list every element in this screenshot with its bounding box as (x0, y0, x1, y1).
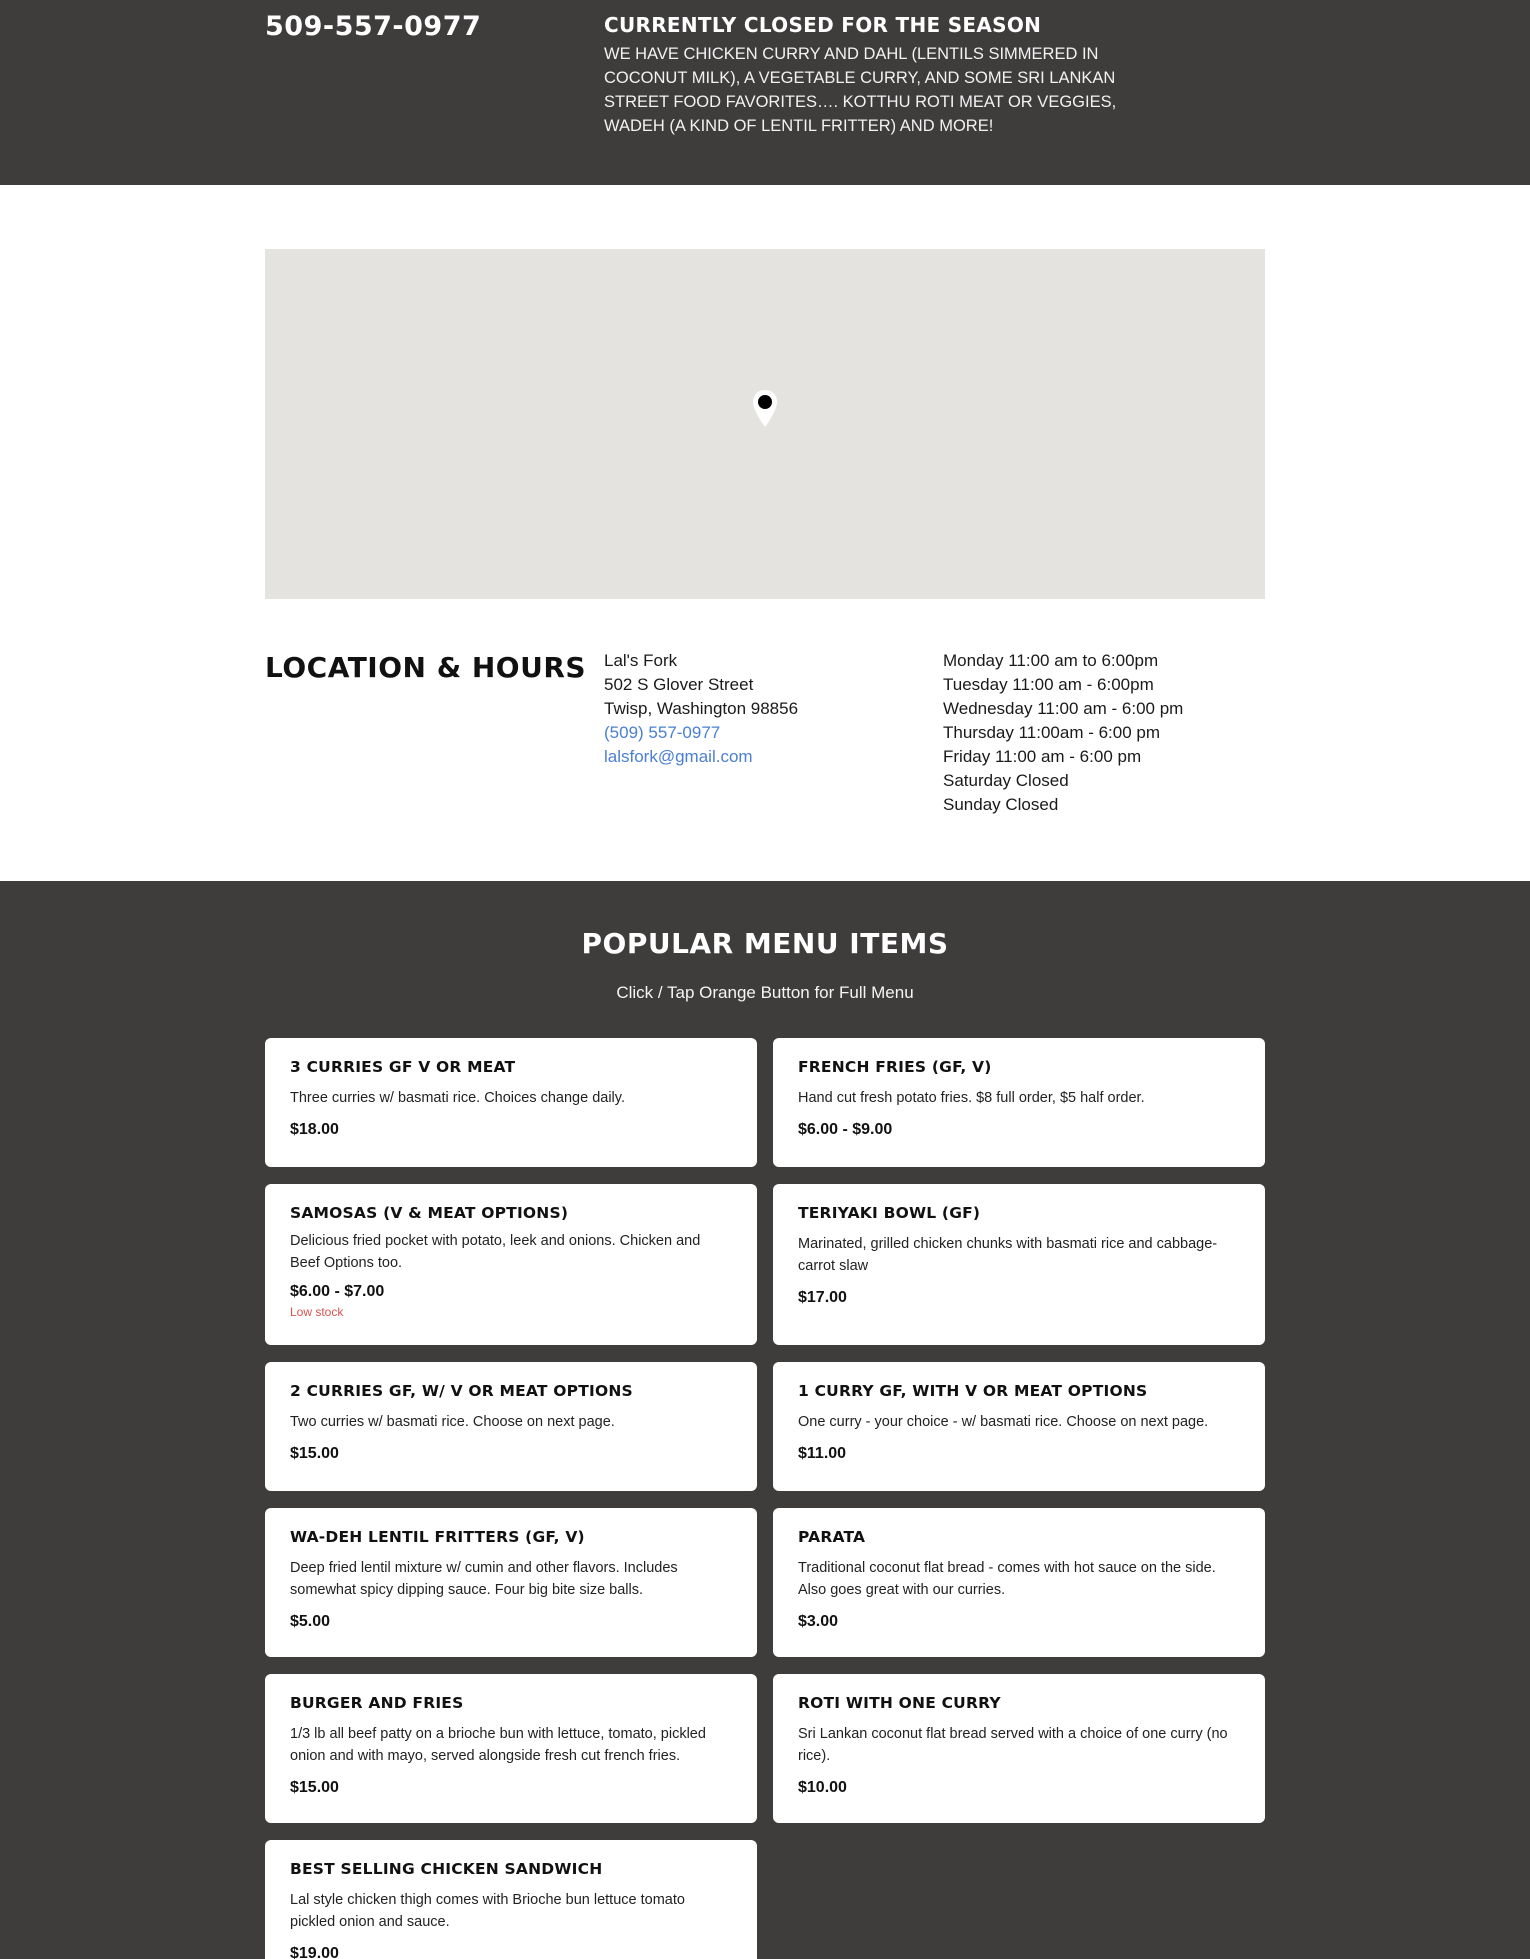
menu-item-description: Delicious fried pocket with potato, leek and onions. Chicken and Beef Options too. (290, 1233, 701, 1271)
menu-item-card[interactable] (265, 1674, 757, 1823)
menu-item-price: $3.00 (798, 1613, 839, 1630)
menu-item-card[interactable] (773, 1674, 1265, 1823)
street-address: 502 S Glover Street (604, 675, 754, 694)
closed-description: WE HAVE CHICKEN CURRY AND DAHL (LENTILS SIMMERED IN COCONUT MILK), A VEGETABLE CURRY, AND SOME SRI LANKAN STREET FOOD FAVORITES…. KOTTHU ROTI MEAT OR VEGGIES, WADEH (A KIND OF LENTIL FRITTER) AND MORE! (604, 45, 1117, 135)
map-pin-icon[interactable] (751, 389, 779, 429)
hours-sunday: Sunday Closed (943, 795, 1059, 814)
menu-item-price: $15.00 (290, 1779, 339, 1796)
menu-item-title: SAMOSAS (V & MEAT OPTIONS) (290, 1204, 569, 1222)
menu-item-description: One curry - your choice - w/ basmati rice. Choose on next page. (798, 1414, 1209, 1430)
menu-item-price: $15.00 (290, 1445, 339, 1462)
menu-section (0, 881, 1530, 1959)
business-name: Lal's Fork (604, 651, 678, 670)
location-hours-title: LOCATION & HOURS (265, 651, 587, 684)
email-link[interactable]: lalsfork@gmail.com (604, 747, 753, 766)
top-band (0, 0, 1530, 185)
menu-item-price: $18.00 (290, 1121, 339, 1138)
stock-badge: Low stock (290, 1305, 344, 1319)
menu-title: POPULAR MENU ITEMS (581, 927, 949, 960)
address-block (604, 649, 798, 769)
menu-item-description: Sri Lankan coconut flat bread served with a choice of one curry (no rice). (798, 1726, 1228, 1764)
menu-item-title: ROTI WITH ONE CURRY (798, 1694, 1001, 1712)
menu-item-card[interactable] (773, 1184, 1265, 1345)
hours-wednesday: Wednesday 11:00 am - 6:00 pm (943, 699, 1184, 718)
city-address: Twisp, Washington 98856 (604, 699, 799, 718)
menu-item-title: FRENCH FRIES (GF, V) (798, 1058, 992, 1076)
hours-saturday: Saturday Closed (943, 771, 1069, 790)
menu-item-card[interactable] (773, 1508, 1265, 1657)
phone-link[interactable]: (509) 557-0977 (604, 723, 721, 742)
header-phone[interactable]: 509-557-0977 (265, 11, 482, 42)
menu-item-card[interactable] (773, 1362, 1265, 1491)
menu-item-price: $11.00 (798, 1445, 847, 1462)
menu-item-price: $19.00 (290, 1945, 339, 1959)
menu-subtitle: Click / Tap Orange Button for Full Menu (616, 983, 914, 1002)
menu-item-title: WA-DEH LENTIL FRITTERS (GF, V) (290, 1528, 585, 1546)
hours-tuesday: Tuesday 11:00 am - 6:00pm (943, 675, 1154, 694)
menu-item-price: $5.00 (290, 1613, 331, 1630)
menu-item-card[interactable] (265, 1362, 757, 1491)
menu-item-description: Deep fried lentil mixture w/ cumin and other flavors. Includes somewhat spicy dipping sauce. Four big bite size balls. (290, 1560, 678, 1598)
menu-item-description: Two curries w/ basmati rice. Choose on next page. (290, 1414, 615, 1430)
map[interactable] (265, 249, 1265, 599)
menu-item-description: Lal style chicken thigh comes with Brioche bun lettuce tomato pickled onion and sauce. (290, 1892, 685, 1930)
menu-item-description: 1/3 lb all beef patty on a brioche bun with lettuce, tomato, pickled onion and with mayo, served alongside fresh cut french fries. (290, 1726, 706, 1764)
menu-item-card[interactable] (265, 1508, 757, 1657)
menu-item-price: $6.00 - $9.00 (798, 1121, 893, 1138)
menu-item-title: 2 CURRIES GF, W/ V OR MEAT OPTIONS (290, 1382, 633, 1400)
hours-monday: Monday 11:00 am to 6:00pm (943, 651, 1159, 670)
menu-item-title: BURGER AND FRIES (290, 1694, 464, 1712)
menu-item-card[interactable] (773, 1038, 1265, 1167)
menu-item-title: 3 CURRIES GF V OR MEAT (290, 1058, 516, 1076)
hours-thursday: Thursday 11:00am - 6:00 pm (943, 723, 1161, 742)
menu-item-title: PARATA (798, 1528, 866, 1546)
menu-item-title: BEST SELLING CHICKEN SANDWICH (290, 1860, 603, 1878)
menu-item-card[interactable] (265, 1184, 757, 1345)
menu-item-card[interactable] (265, 1840, 757, 1959)
menu-item-description: Marinated, grilled chicken chunks with basmati rice and cabbage-carrot slaw (798, 1236, 1218, 1274)
menu-item-card[interactable] (265, 1038, 757, 1167)
menu-item-description: Traditional coconut flat bread - comes with hot sauce on the side. Also goes great with our curries. (798, 1560, 1216, 1598)
menu-item-price: $6.00 - $7.00 (290, 1283, 385, 1300)
menu-item-price: $10.00 (798, 1779, 847, 1796)
location-section (0, 185, 1530, 881)
menu-item-title: 1 CURRY GF, WITH V OR MEAT OPTIONS (798, 1382, 1148, 1400)
hours-list (943, 649, 1183, 817)
closed-title: CURRENTLY CLOSED FOR THE SEASON (604, 13, 1042, 37)
menu-item-description: Hand cut fresh potato fries. $8 full order, $5 half order. (798, 1090, 1145, 1106)
menu-item-description: Three curries w/ basmati rice. Choices change daily. (290, 1090, 625, 1106)
menu-item-title: TERIYAKI BOWL (GF) (798, 1204, 981, 1222)
hours-friday: Friday 11:00 am - 6:00 pm (943, 747, 1142, 766)
menu-item-price: $17.00 (798, 1289, 847, 1306)
